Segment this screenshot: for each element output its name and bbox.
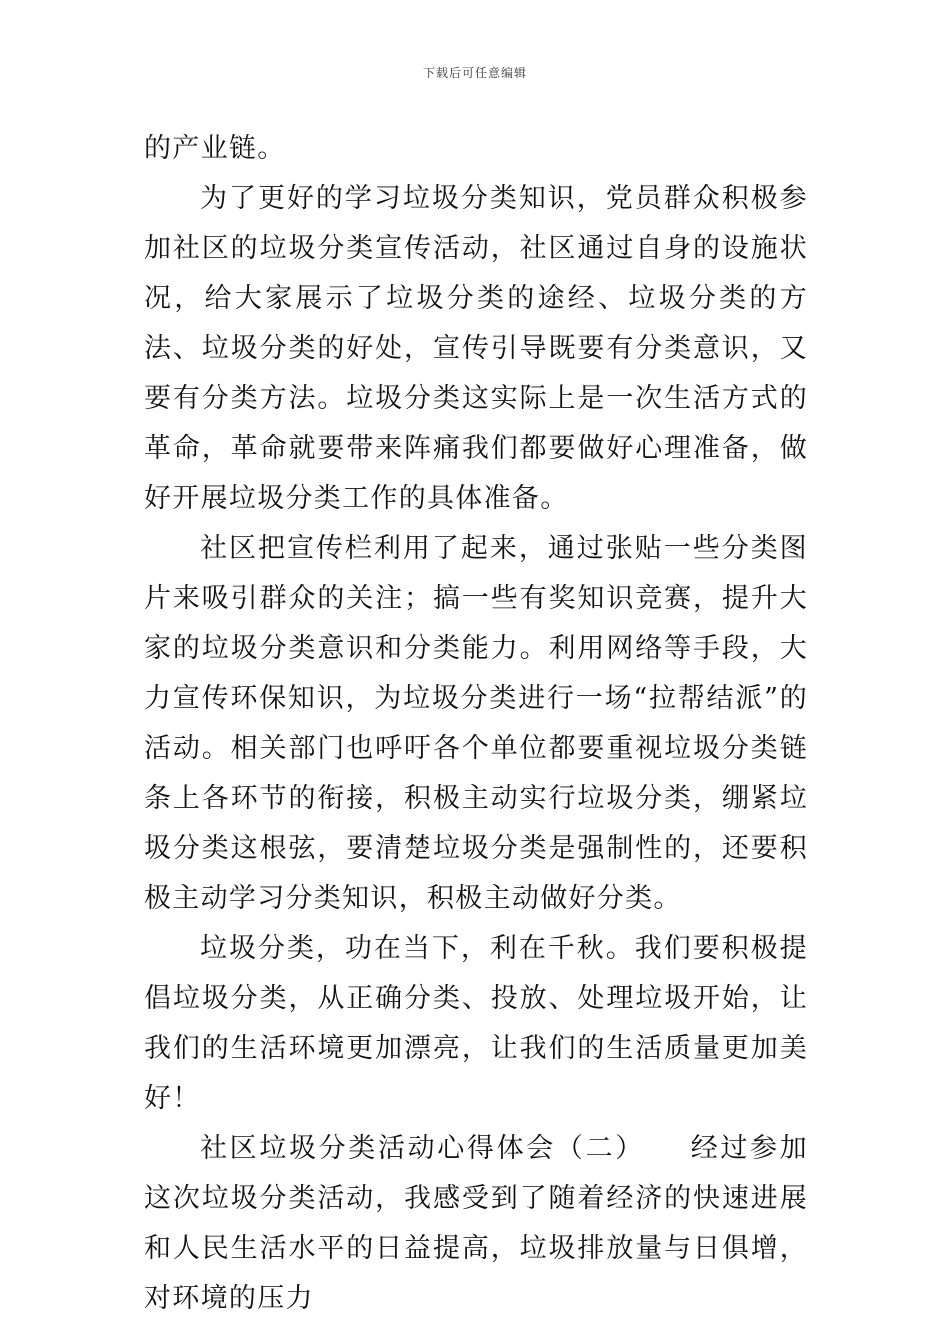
document-body (144, 124, 808, 1324)
paragraph-continuation: 的产业链。 (144, 133, 286, 164)
paragraph: 社区把宣传栏利用了起来，通过张贴一些分类图片来吸引群众的关注；搞一些有奖知识竞赛，提升大家的垃圾分类意识和分类能力。利用网络等手段，大力宣传环保知识，为垃圾分类进行一场“拉帮结派”的活动。相关部门也呼吁各个单位都要重视垃圾分类链条上各环节的衔接，积极主动实行垃圾分类，绷紧垃圾分类这根弦，要清楚垃圾分类是强制性的，还要积极主动学习分类知识，积极主动做好分类。 (144, 533, 808, 914)
paragraph: 垃圾分类，功在当下，利在千秋。我们要积极提倡垃圾分类，从正确分类、投放、处理垃圾开始，让我们的生活环境更加漂亮，让我们的生活质量更加美好！ (144, 933, 808, 1114)
paragraph: 为了更好的学习垃圾分类知识，党员群众积极参加社区的垃圾分类宣传活动，社区通过自身的设施状况，给大家展示了垃圾分类的途经、垃圾分类的方法、垃圾分类的好处，宣传引导既要有分类意识，又要有分类方法。垃圾分类这实际上是一次生活方式的革命，革命就要带来阵痛我们都要做好心理准备，做好开展垃圾分类工作的具体准备。 (144, 183, 808, 514)
header-note: 下载后可任意编辑 (422, 66, 527, 80)
paragraph: 社区垃圾分类活动心得体会（二） 经过参加这次垃圾分类活动，我感受到了随着经济的快速进展和人民生活水平的日益提高，垃圾排放量与日俱增，对环境的压力 (144, 1133, 808, 1314)
